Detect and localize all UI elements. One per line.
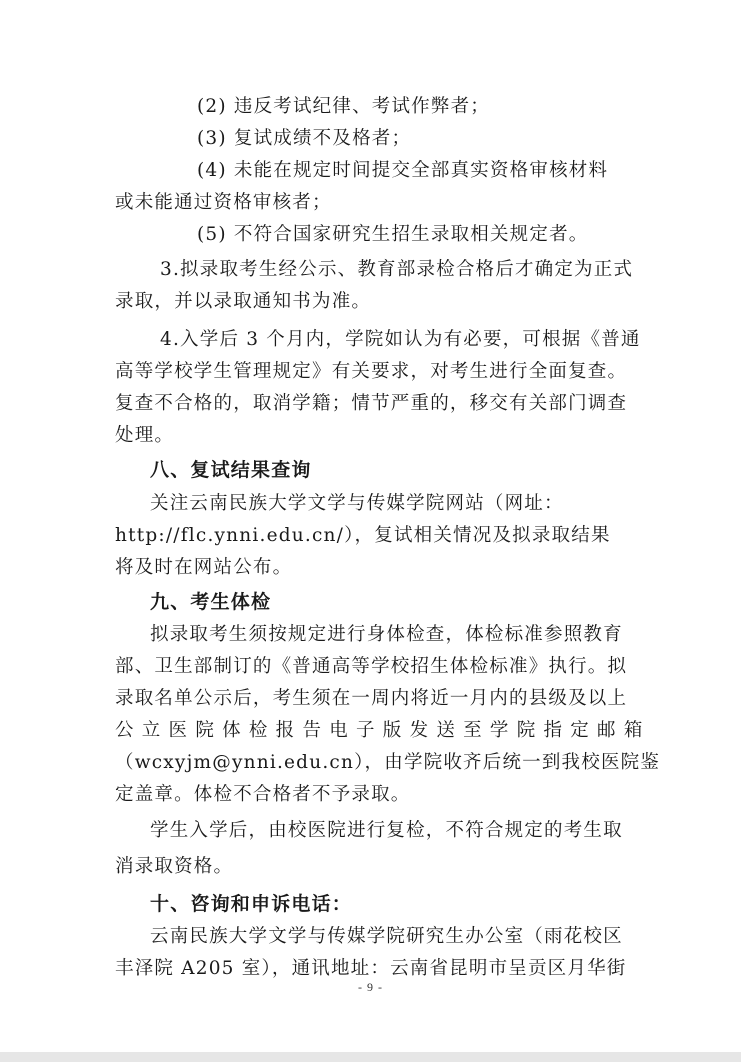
- section-9-line-6: 定盖章。体检不合格者不予录取。: [115, 784, 411, 805]
- section-8-line-1: 关注云南民族大学文学与传媒学院网站（网址：: [150, 493, 564, 514]
- paragraph-4-line-1: 4.入学后 3 个月内，学院如认为有必要，可根据《普通: [160, 329, 641, 350]
- paragraph-4-line-3: 复查不合格的，取消学籍；情节严重的，移交有关部门调查: [115, 393, 628, 414]
- section-10-line-1: 云南民族大学文学与传媒学院研究生办公室（雨花校区: [150, 926, 623, 947]
- section-8-line-3: 将及时在网站公布。: [115, 557, 293, 578]
- condition-item-2: (2) 违反考试纪律、考试作弊者；: [197, 96, 490, 117]
- condition-item-3: (3) 复试成绩不及格者；: [197, 128, 412, 149]
- section-8-heading: 八、复试结果查询: [150, 459, 312, 481]
- section-9-line-7: 学生入学后，由校医院进行复检，不符合规定的考生取: [150, 820, 623, 841]
- section-9-line-5: （wcxyjm@ynni.edu.cn），由学院收齐后统一到我校医院鉴: [115, 752, 661, 773]
- condition-item-4: (4) 未能在规定时间提交全部真实资格审核材料: [197, 160, 609, 181]
- condition-item-4-cont: 或未能通过资格审核者；: [115, 192, 332, 213]
- section-9-line-4: 公 立 医 院 体 检 报 告 电 子 版 发 送 至 学 院 指 定 邮 箱: [115, 720, 644, 741]
- section-10-line-2: 丰泽院 A205 室），通讯地址：云南省昆明市呈贡区月华街: [115, 958, 627, 979]
- page-bottom-edge: [0, 1052, 741, 1062]
- condition-item-5: (5) 不符合国家研究生招生录取相关规定者。: [197, 224, 589, 245]
- section-9-line-3: 录取名单公示后，考生须在一周内将近一月内的县级及以上: [115, 688, 628, 709]
- paragraph-4-line-2: 高等学校学生管理规定》有关要求，对考生进行全面复查。: [115, 361, 628, 382]
- section-9-line-2: 部、卫生部制订的《普通高等学校招生体检标准》执行。拟: [115, 656, 628, 677]
- section-9-line-1: 拟录取考生须按规定进行身体检查，体检标准参照教育: [150, 624, 623, 645]
- section-9-heading: 九、考生体检: [150, 591, 272, 613]
- section-8-line-2: http://flc.ynni.edu.cn/），复试相关情况及拟录取结果: [115, 525, 611, 546]
- paragraph-3-line-2: 录取，并以录取通知书为准。: [115, 291, 372, 312]
- paragraph-4-line-4: 处理。: [115, 425, 175, 446]
- paragraph-3-line-1: 3.拟录取考生经公示、教育部录检合格后才确定为正式: [160, 259, 634, 280]
- section-10-heading: 十、咨询和申诉电话：: [150, 893, 353, 915]
- page-number: - 9 -: [358, 980, 383, 994]
- section-9-line-8: 消录取资格。: [115, 856, 234, 877]
